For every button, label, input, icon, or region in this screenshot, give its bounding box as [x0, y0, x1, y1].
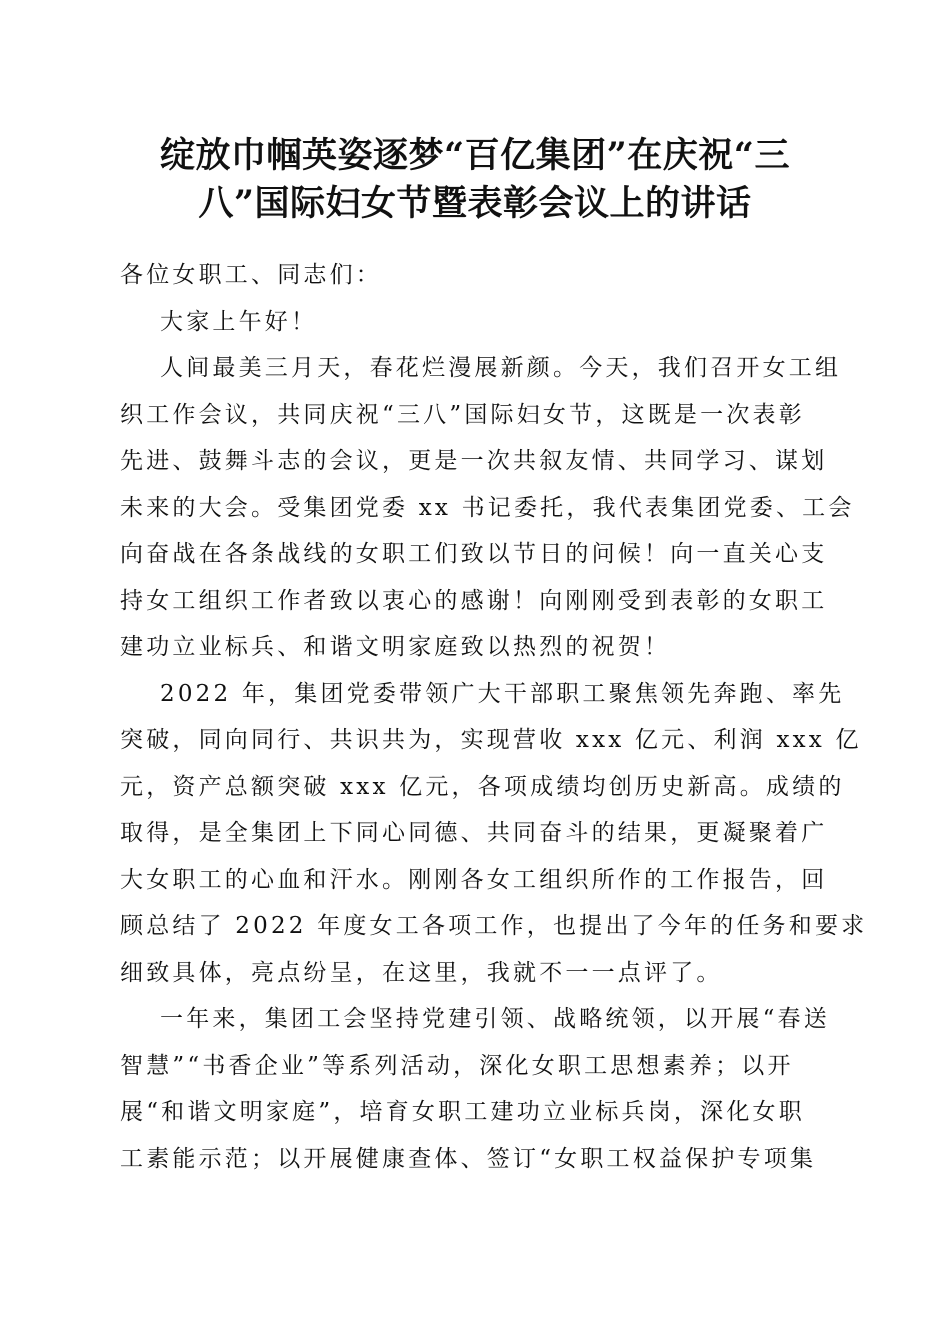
paragraph-line: 建功立业标兵、和谐文明家庭致以热烈的祝贺！	[120, 634, 671, 660]
title-line: 绽放巾帼英姿逐梦“百亿集团”在庆祝“三	[160, 135, 790, 176]
paragraph-line: 取得，是全集团上下同心同德、共同奋斗的结果，更凝聚着广	[120, 820, 828, 846]
paragraph-line: 智慧”“书香企业”等系列活动，深化女职工思想素养；以开	[120, 1052, 794, 1079]
title-line: 八”国际妇女节暨表彰会议上的讲话	[198, 183, 752, 224]
paragraph-line: 细致具体，亮点纷呈，在这里，我就不一一点评了。	[120, 959, 723, 986]
paragraph-2	[120, 671, 868, 997]
paragraph-line: 工素能示范；以开展健康查体、签订“女职工权益保护专项集	[120, 1145, 817, 1172]
paragraph-line: 织工作会议，共同庆祝“三八”国际妇女节，这既是一次表彰	[120, 401, 805, 428]
paragraph-line: 先进、鼓舞斗志的会议，更是一次共叙友情、共同学习、谋划	[120, 448, 828, 474]
paragraph-line: 一年来，集团工会坚持党建引领、战略统领，以开展“春送	[160, 1006, 830, 1032]
paragraph-1	[120, 345, 855, 671]
document-title	[100, 132, 850, 228]
paragraph-line: 大女职工的心血和汗水。刚刚各女工组织所作的工作报告，回	[120, 866, 828, 893]
greeting: 大家上午好！	[160, 308, 318, 335]
salutation: 各位女职工、同志们：	[120, 262, 382, 288]
document-body	[120, 252, 868, 1182]
paragraph-line: 元，资产总额突破 xxx 亿元，各项成绩均创历史新高。成绩的	[120, 773, 845, 800]
paragraph-line: 未来的大会。受集团党委 xx 书记委托，我代表集团党委、工会	[120, 494, 855, 521]
paragraph-3	[120, 996, 832, 1182]
paragraph-line: 顾总结了 2022 年度女工各项工作，也提出了今年的任务和要求	[120, 913, 868, 939]
paragraph-line: 展“和谐文明家庭”，培育女职工建功立业标兵岗，深化女职	[120, 1099, 805, 1125]
paragraph-line: 持女工组织工作者致以衷心的感谢！向刚刚受到表彰的女职工	[120, 587, 828, 614]
paragraph-line: 突破，同向同行、共识共为，实现营收 xxx 亿元、利润 xxx 亿	[120, 727, 862, 753]
paragraph-line: 向奋战在各条战线的女职工们致以节日的问候！向一直关心支	[120, 541, 828, 567]
paragraph-line: 人间最美三月天，春花烂漫展新颜。今天，我们召开女工组	[160, 355, 842, 381]
paragraph-line: 2022 年，集团党委带领广大干部职工聚焦领先奔跑、率先	[160, 680, 845, 707]
